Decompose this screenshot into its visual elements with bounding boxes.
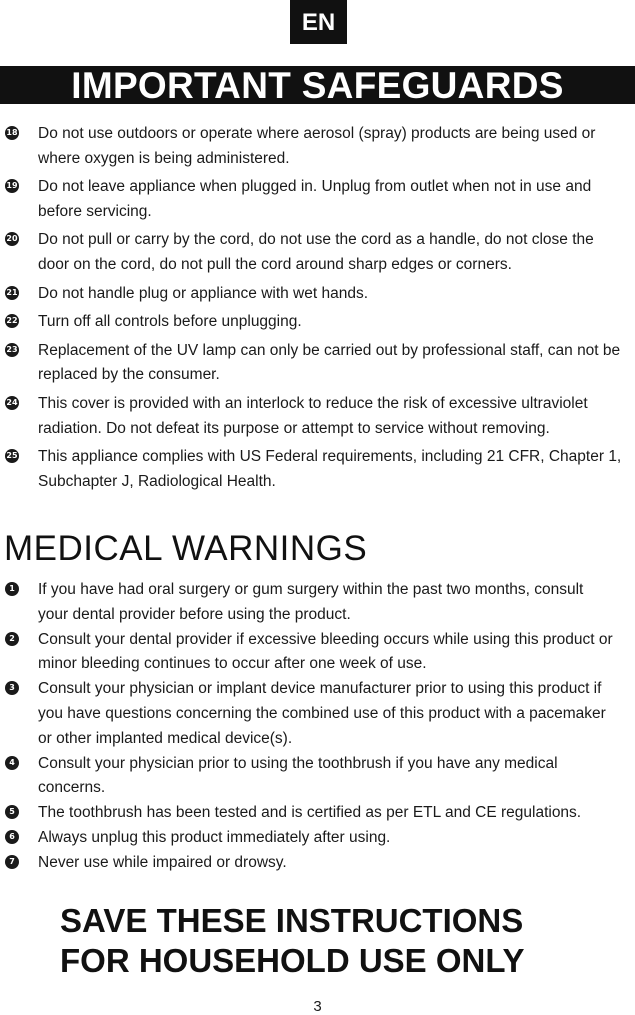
list-item [0,282,627,311]
page-title: IMPORTANT SAFEGUARDS [0,66,635,104]
item-text: Consult your physician prior to using the toothbrush if you have any medical concerns. [38,754,558,797]
item-number-badge: 4 [5,756,19,770]
item-text: Always unplug this product immediately after using. [38,828,391,846]
item-number-badge: 24 [5,396,19,410]
item-text: The toothbrush has been tested and is certified as per ETL and CE regulations. [38,804,582,822]
section-title: MEDICAL WARNINGS [4,529,368,568]
item-text: If you have had oral surgery or gum surgery within the past two months, consult your dental provider before using the product. [38,581,584,623]
list-item [0,752,615,802]
item-number-badge: 5 [5,805,19,819]
item-text: Do not handle plug or appliance with wet hands. [38,284,369,302]
list-item [0,310,627,339]
item-text: Do not leave appliance when plugged in. Unplug from outlet when not in use and before servicing. [38,178,592,220]
household-use-line: FOR HOUSEHOLD USE ONLY [60,942,525,979]
list-item [0,578,615,628]
list-item [0,851,615,876]
item-number-badge: 6 [5,830,19,844]
item-number-badge: 22 [5,314,19,328]
list-item [0,677,615,751]
item-number-badge: 18 [5,126,19,140]
page-number: 3 [313,998,322,1015]
list-item [0,445,627,498]
list-item [0,392,627,445]
list-item [0,628,615,678]
medical-warnings-list [0,578,635,876]
item-text: Do not use outdoors or operate where aerosol (spray) products are being used or where oxygen is being administered. [38,125,596,167]
item-number-badge: 19 [5,179,19,193]
item-number-badge: 2 [5,632,19,646]
item-text: Replacement of the UV lamp can only be carried out by professional staff, can not be replaced by the consumer. [38,341,621,384]
item-text: Turn off all controls before unplugging. [38,313,302,331]
item-text: Consult your dental provider if excessive bleeding occurs while using this product or minor bleeding continues to occur after one week of use. [38,630,613,673]
list-item [0,228,627,281]
save-instructions-line: SAVE THESE INSTRUCTIONS [60,902,524,939]
item-text: Consult your physician or implant device manufacturer prior to using this product if you have questions concerning the combined use of this product with a pacemaker or other implanted medical device(s). [38,680,606,747]
item-number-badge: 20 [5,232,19,246]
item-text: This cover is provided with an interlock to reduce the risk of excessive ultraviolet radiation. Do not defeat its purpose or attempt to service without removing. [38,394,588,437]
item-number-badge: 3 [5,681,19,695]
list-item [0,122,627,175]
item-text: Do not pull or carry by the cord, do not use the cord as a handle, do not close the door on the cord, do not pull the cord around sharp edges or corners. [38,231,594,273]
item-number-badge: 7 [5,855,19,869]
list-item [0,339,627,392]
item-number-badge: 21 [5,286,19,300]
item-number-badge: 1 [5,582,19,596]
item-text: Never use while impaired or drowsy. [38,853,287,871]
list-item [0,826,615,851]
item-text: This appliance complies with US Federal requirements, including 21 CFR, Chapter 1, Subchapter J, Radiological Health. [38,448,622,490]
item-number-badge: 25 [5,449,19,463]
list-item [0,801,615,826]
list-item [0,175,627,228]
safeguards-list [0,122,635,498]
language-badge: EN [290,0,347,44]
item-number-badge: 23 [5,343,19,357]
